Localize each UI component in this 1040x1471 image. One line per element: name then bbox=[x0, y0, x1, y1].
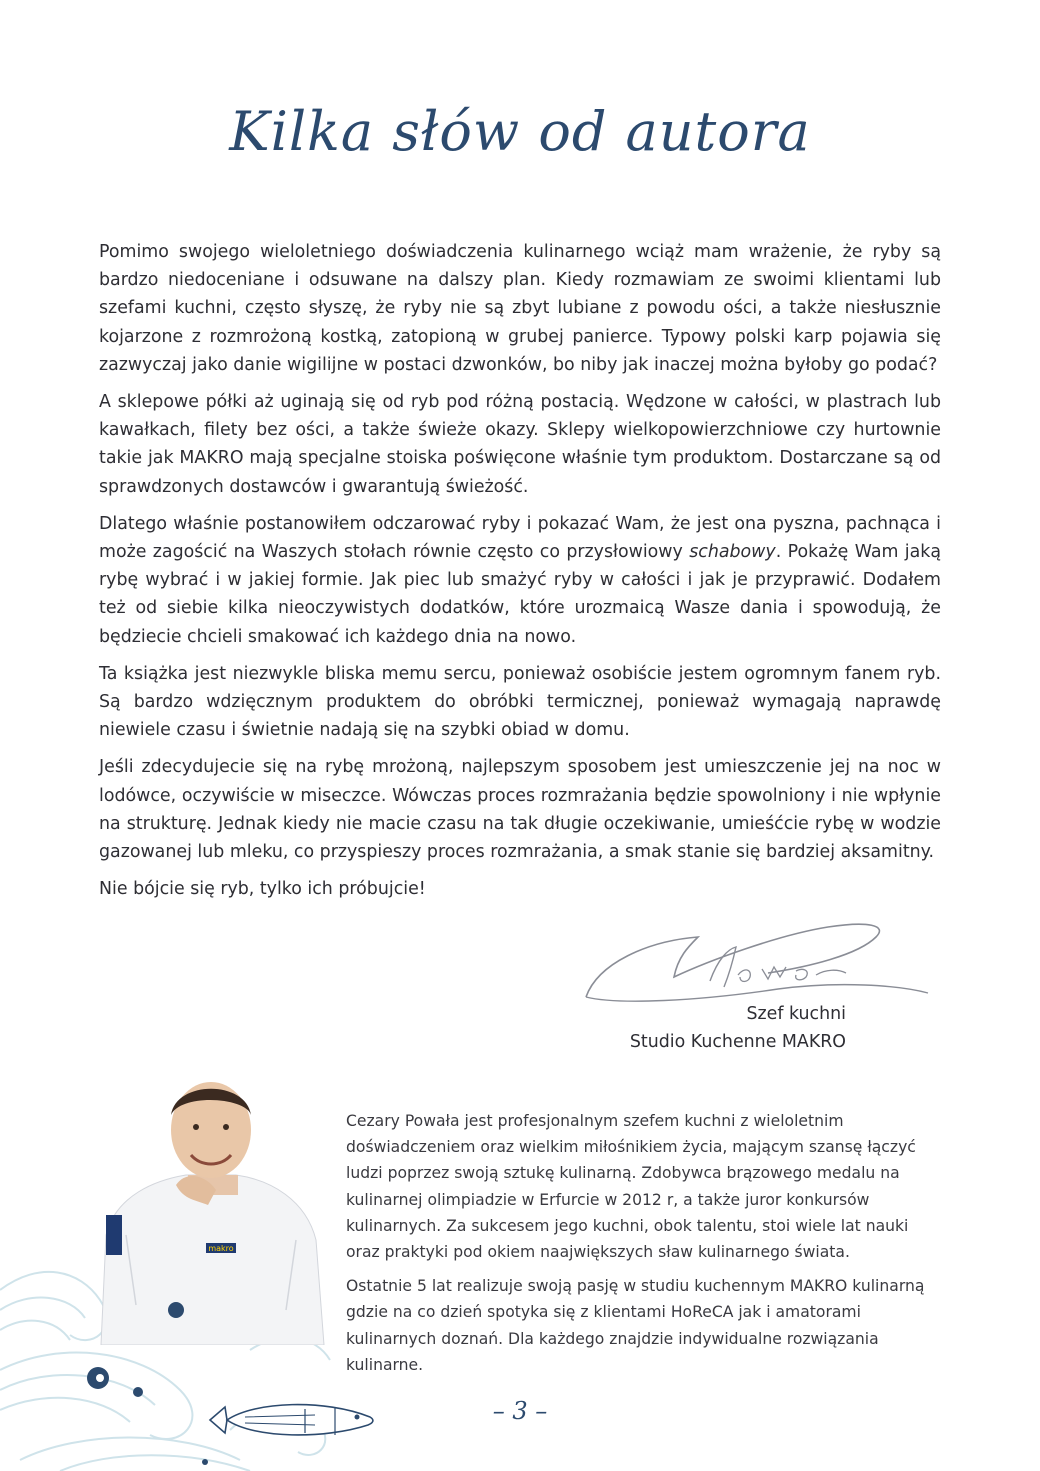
paragraph-3-before: Dlatego właśnie postanowiłem odczarować ryby i pokazać Wam, że jest ona pyszna, pachnąca i może zagościć na Waszych stołach równie często co przysłowiowy bbox=[99, 513, 941, 563]
chef-photo bbox=[96, 1075, 326, 1345]
paragraph-3-emphasis: schabowy bbox=[689, 542, 776, 563]
signature-image bbox=[578, 905, 933, 1010]
paragraph-3 bbox=[99, 510, 941, 651]
paragraph-5: Jeśli zdecydujecie się na rybę mrożoną, najlepszym sposobem jest umieszczenie jej na noc w lodówce, oczywiście w miseczce. Wówczas proces rozmrażania będzie spowolniony i nie wpłynie na strukturę. Jednak kiedy nie macie czasu na tak długie oczekiwanie, umieśćcie rybę w wodzie gazowanej lub mleku, co przyspieszy proces rozmrażania, a smak stanie się bardziej aksamitny. bbox=[99, 757, 941, 863]
bio-paragraph-1: Cezary Powała jest profesjonalnym szefem kuchni z wieloletnim doświadczeniem oraz wielkim miłośnikiem życia, mającym szansę łączyć ludzi poprzez swoją sztukę kulinarną. Zdobywca brązowego medalu na kulinarnej olimpiadzie w Erfurcie w 2012 r, a także juror konkursów kulinarnych. Za sukcesem jego kuchni, obok talentu, stoi wiele lat nauki oraz praktyki pod okiem naajwiększych sław kulinarnego świata. bbox=[346, 1112, 916, 1262]
signature-role: Szef kuchni bbox=[746, 1004, 846, 1024]
chef-badge-text: makro bbox=[208, 1244, 234, 1253]
signature-organization: Studio Kuchenne MAKRO bbox=[629, 1032, 846, 1052]
page-number: – 3 – bbox=[492, 1397, 548, 1425]
author-bio bbox=[346, 1108, 946, 1386]
intro-text bbox=[99, 238, 941, 912]
paragraph-3-after: . Pokażę Wam jaką rybę wybrać i w jakiej formie. Jak piec lub smażyć ryby w całości i jak je przyprawić. Dodałem też od siebie kilka nieoczywistych dodatków, które urozmaicą Wasze dania i spowodują, że będziecie chcieli smakować ich każdego dnia na nowo. bbox=[99, 542, 942, 647]
page-title: Kilka słów od autora bbox=[229, 100, 811, 163]
paragraph-1: Pomimo swojego wieloletniego doświadczenia kulinarnego wciąż mam wrażenie, że ryby są bardzo niedoceniane i odsuwane na dalszy plan. Kiedy rozmawiam ze swoimi klientami lub szefami kuchni, często słyszę, że ryby nie są zbyt lubiane z powodu ości, a także niesłusznie kojarzone z rozmrożoną kostką, zatopioną w grubej panierce. Typowy polski karp pojawia się zazwyczaj jako danie wigilijne w postaci dzwonków, bo niby jak inaczej można byłoby go podać? bbox=[99, 242, 941, 375]
paragraph-2: A sklepowe półki aż uginają się od ryb pod różną postacią. Wędzone w całości, w plastrach lub kawałkach, filety bez ości, a także świeże okazy. Sklepy wielkopowierzchniowe czy hurtownie takie jak MAKRO mają specjalne stoiska poświęcone właśnie tym produktom. Dostarczane są od sprawdzonych dostawców i gwarantują świeżość. bbox=[99, 392, 941, 497]
paragraph-6: Nie bójcie się ryb, tylko ich próbujcie! bbox=[99, 879, 426, 900]
paragraph-4: Ta książka jest niezwykle bliska memu sercu, ponieważ osobiście jestem ogromnym fanem ryb. Są bardzo wdzięcznym produktem do obróbki termicznej, ponieważ wymagają naprawdę niewiele czasu i świetnie nadają się na szybki obiad w domu. bbox=[99, 663, 941, 741]
bio-paragraph-2: Ostatnie 5 lat realizuje swoją pasję w studiu kuchennym MAKRO kulinarną gdzie na co dzień spotyka się z klientami HoReCA jak i amatorami kulinarnych doznań. Dla każdego znajdzie indywidualne rozwiązania kulinarne. bbox=[346, 1277, 925, 1374]
